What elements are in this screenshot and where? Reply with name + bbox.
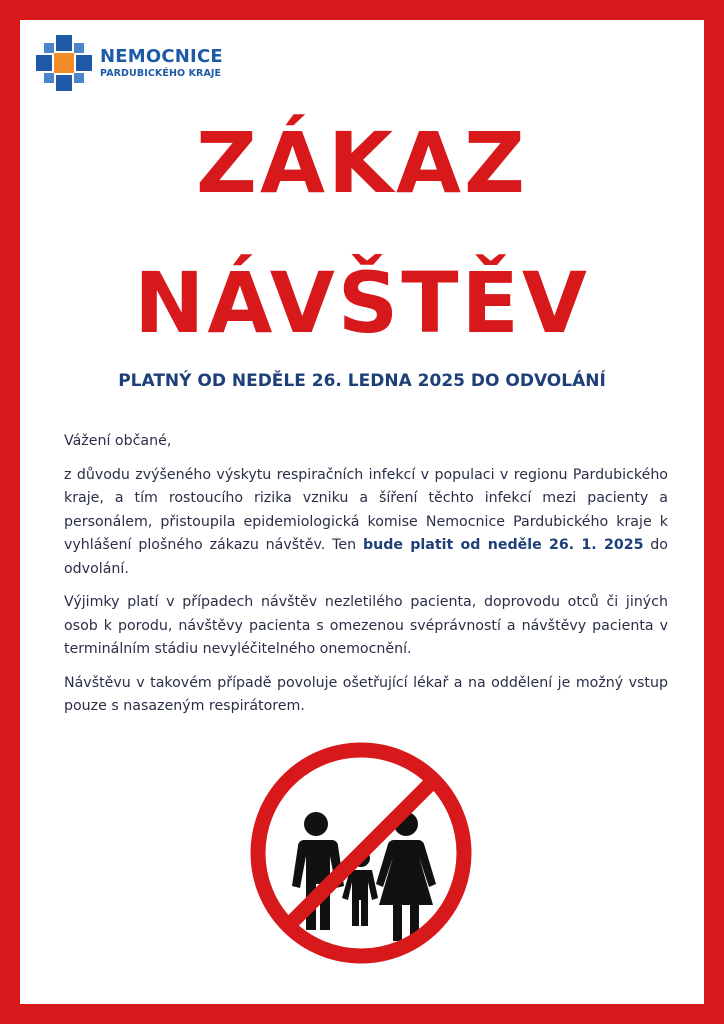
validity-subtitle: PLATNÝ OD NEDĚLE 26. LEDNA 2025 DO ODVOLÁNÍ [118,371,606,391]
paragraph-2: Výjimky platí v případech návštěv nezletilého pacienta, doprovodu otců či jiných osob k porodu, návštěvy pacienta s omezenou svéprávností a návštěvy pacienta v terminálním stádiu nevyléčitelného onemocnění. [64,594,668,657]
paragraph-3: Návštěvu v takovém případě povoluje ošetřující lékař a na oddělení je možný vstup pouze s nasazeným respirátorem. [64,674,668,714]
hospital-cross-logo-icon [36,35,92,91]
paragraph-1-end: do odvolání. [64,537,668,577]
notice-body [64,430,668,729]
headline-line-2: NÁVŠTĚV [134,254,590,352]
logo-name: NEMOCNICE [100,45,223,67]
no-visitors-icon [248,740,474,966]
paragraph-1-bold: bude platit od neděle 26. 1. 2025 [362,537,644,553]
greeting: Vážení občané, [64,433,172,449]
paragraph-1 [64,464,668,582]
headline-line-1: ZÁKAZ [196,114,528,212]
paragraph-1-text: z důvodu zvýšeného výskytu respiračních infekcí v populaci v regionu Pardubického kraje, a tím rostoucího rizika vzniku a šíření těchto infekcí mezi pacienty a personálem, přistoupila epidemiologická komise Nemocnice Pardubického kraje k vyhlášení plošného zákazu návštěv. Ten [64,466,668,553]
hospital-logo [36,35,223,91]
family-figures [292,812,436,941]
logo-subtitle: PARDUBICKÉHO KRAJE [100,67,222,79]
